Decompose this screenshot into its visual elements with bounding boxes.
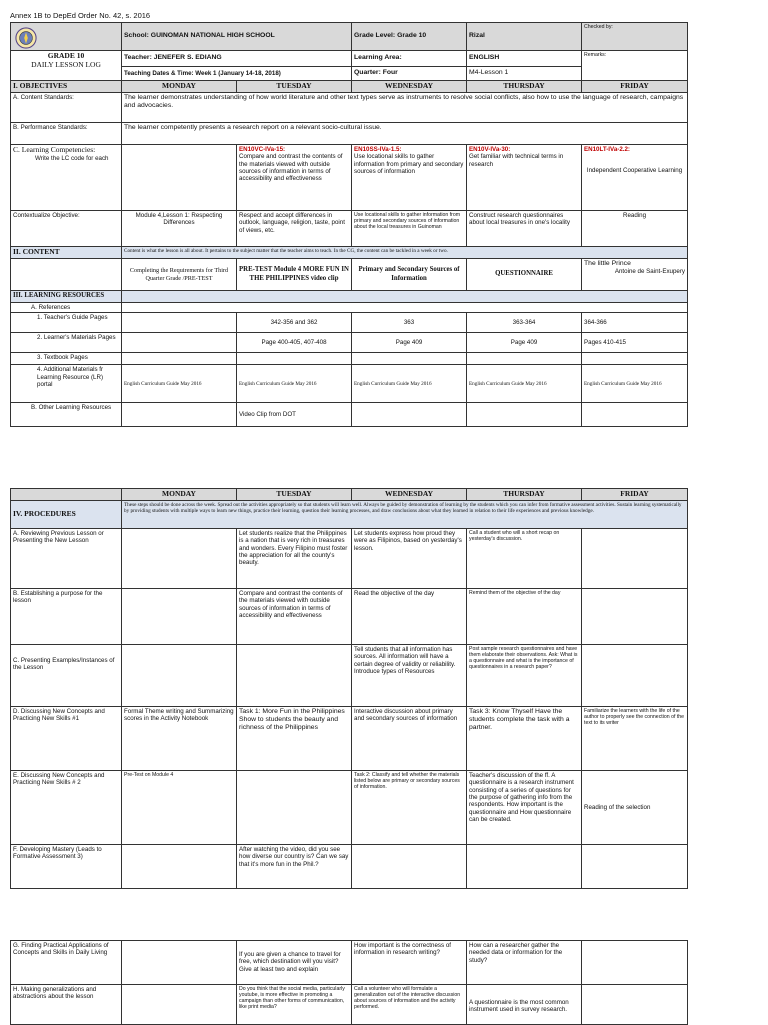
procedure-a-friday: [582, 529, 688, 589]
procedure-h-wednesday: Call a volunteer who will formulate a generalization out of the interactive discussion about sources of information and the activity performed.: [352, 985, 467, 1025]
procedure-d-label: D. Discussing New Concepts and Practicing New Skills #1: [11, 707, 122, 771]
procedure-b-thursday: Remind them of the objective of the day: [467, 589, 582, 645]
content-title: II. CONTENT: [11, 247, 122, 259]
teachers-guide-pages: 364-366: [582, 313, 688, 333]
procedure-b-wednesday: Read the objective of the day: [352, 589, 467, 645]
school-logo-cell: [11, 23, 122, 51]
resources-title: III. LEARNING RESOURCES: [11, 291, 122, 303]
learners-materials-pages: Page 409: [467, 333, 582, 353]
competencies-cell: [11, 145, 122, 211]
procedure-f-tuesday: After watching the video, did you see how diverse our country is? Can we say that it's more fun in the Phil.?: [237, 845, 352, 889]
textbook-pages: [237, 353, 352, 365]
procedure-f-wednesday: [352, 845, 467, 889]
content-thursday: QUESTIONNAIRE: [467, 259, 582, 291]
learners-materials-pages: Pages 410-415: [582, 333, 688, 353]
checked-by: Checked by:: [582, 23, 688, 51]
district-name: Rizal: [467, 23, 582, 51]
other-resources: [582, 403, 688, 427]
procedure-d-friday: Familiarize the learners with the life of the author to properly see the connection of the text to its writer: [582, 707, 688, 771]
procedure-g-label: G. Finding Practical Applications of Concepts and Skills in Daily Living: [11, 941, 122, 985]
procedure-d-monday: Formal Theme writing and Summarizing scores in the Activity Notebook: [122, 707, 237, 771]
procedure-c-wednesday: Tell students that all information has sources. All information will have a certain degree of validity or reliability. Introduce types of Resources: [352, 645, 467, 707]
competency-text: Compare and contrast the contents of the materials viewed with outside sources of information in terms of accessibility and effectiveness: [239, 153, 343, 183]
content-tuesday: PRE-TEST Module 4 MORE FUN IN THE PHILIPPINES video clip: [237, 259, 352, 291]
procedure-h-monday: [122, 985, 237, 1025]
procedures-table: [10, 488, 688, 889]
other-resources: [352, 403, 467, 427]
learners-materials-label: 2. Learner's Materials Pages: [11, 333, 122, 353]
textbook-pages: [122, 353, 237, 365]
procedure-b-label: B. Establishing a purpose for the lesson: [11, 589, 122, 645]
competency-text: Use locational skills to gather information from primary and secondary sources of information: [354, 153, 464, 175]
subject-name: ENGLISH: [467, 51, 582, 67]
context-monday: Module 4,Lesson 1: Respecting Differences: [122, 211, 237, 247]
procedure-h-tuesday: Do you think that the social media, particularly youtube, is more effective in promoting a campaign than other forms of communication, like print media?: [237, 985, 352, 1025]
additional-materials: English Curriculum Guide May 2016: [467, 365, 582, 403]
day-header: THURSDAY: [467, 81, 582, 93]
procedure-a-monday: [122, 529, 237, 589]
day-header: TUESDAY: [237, 489, 352, 501]
procedure-c-monday: [122, 645, 237, 707]
content-friday: [582, 259, 688, 291]
competency-code: EN10SS-IVa-1.5:: [354, 146, 402, 153]
procedure-a-tuesday: Let students realize that the Philippines is a nation that is very rich in treasures and wonders. Every Filipino must foster the appreciation for all the county's beauty.: [237, 529, 352, 589]
procedure-e-monday: Pre-Test on Module 4: [122, 771, 237, 845]
procedure-h-thursday: A questionnaire is the most common instrument used in survey research.: [467, 985, 582, 1025]
content-note: Content is what the lesson is all about. It pertains to the subject matter that the teacher aims to teach. In the CG, the content can be tackled in a week or two.: [122, 247, 688, 259]
grade-title-cell: [11, 51, 122, 81]
additional-materials: English Curriculum Guide May 2016: [352, 365, 467, 403]
teachers-guide-label: 1. Teacher's Guide Pages: [11, 313, 122, 333]
learners-materials-pages: Page 400-405, 407-408: [237, 333, 352, 353]
teachers-guide-pages: 363: [352, 313, 467, 333]
teachers-guide-pages: 342-356 and 362: [237, 313, 352, 333]
procedure-e-wednesday: Task 2: Classify and tell whether the materials listed below are primary or secondary sources of information.: [352, 771, 467, 845]
learning-area-label: Learning Area:: [352, 51, 467, 67]
textbook-pages: [582, 353, 688, 365]
procedure-f-label: F. Developing Mastery (Leads to Formative Assessment 3): [11, 845, 122, 889]
procedure-h-label: H. Making generalizations and abstractions about the lesson: [11, 985, 122, 1025]
teachers-guide-pages: [122, 313, 237, 333]
procedures-header-blank: [11, 489, 122, 501]
additional-materials: English Curriculum Guide May 2016: [582, 365, 688, 403]
procedure-g-thursday: How can a researcher gather the needed data or information for the study?: [467, 941, 582, 985]
procedure-e-tuesday: [237, 771, 352, 845]
resources-title-fill: [122, 291, 688, 303]
learners-materials-pages: [122, 333, 237, 353]
competency-monday: [122, 145, 237, 211]
content-monday: Completing the Requirements for Third Quarter Grade /PRE-TEST: [122, 259, 237, 291]
teaching-dates: Teaching Dates & Time: Week 1 (January 14-18, 2018): [122, 67, 352, 81]
procedure-d-tuesday: Task 1: More Fun in the Philippines Show to students the beauty and richness of the Philippines: [237, 707, 352, 771]
procedure-d-wednesday: Interactive discussion about primary and secondary sources of information: [352, 707, 467, 771]
competency-code: EN10VC-IVa-15:: [239, 146, 286, 153]
procedure-e-friday: Reading of the selection: [582, 771, 688, 845]
day-header: WEDNESDAY: [352, 81, 467, 93]
teachers-guide-pages: 363-364: [467, 313, 582, 333]
day-header: THURSDAY: [467, 489, 582, 501]
other-resources-label: B. Other Learning Resources: [11, 403, 122, 427]
day-header: MONDAY: [122, 489, 237, 501]
procedures-continued-table: [10, 940, 688, 1025]
textbook-pages-label: 3. Textbook Pages: [11, 353, 122, 365]
competencies-note: Write the LC code for each: [35, 154, 109, 162]
procedure-g-tuesday: If you are given a chance to travel for free, which destination will you visit? Give at least two and explain: [237, 941, 352, 985]
procedure-e-thursday: Teacher's discussion of the ff. A questionnaire is a research instrument consisting of a series of questions for the purpose of gathering info from the respondents. How important is the questionnaire and How questionnaire can be created.: [467, 771, 582, 845]
procedure-a-wednesday: Let students express how proud they were as Filipinos, based on yesterday's lesson.: [352, 529, 467, 589]
other-resources: [467, 403, 582, 427]
procedure-b-friday: [582, 589, 688, 645]
procedure-g-friday: [582, 941, 688, 985]
other-resources: [122, 403, 237, 427]
competency-friday: [582, 145, 688, 211]
competency-code: EN10V-IVa-30:: [469, 146, 511, 153]
dll-label: DAILY LESSON LOG: [31, 59, 101, 69]
procedure-c-thursday: Post sample research questionnaires and have them elaborate their observations. Ask: What is a questionnaire and what is the importance of questionnaires in a research paper?: [467, 645, 582, 707]
performance-standards-label: B. Performance Standards:: [11, 123, 122, 145]
lesson-log-table: [10, 22, 688, 427]
deped-seal-icon: [15, 27, 37, 49]
textbook-pages: [352, 353, 467, 365]
day-header: MONDAY: [122, 81, 237, 93]
content-standards-label: A. Content Standards:: [11, 93, 122, 123]
learners-materials-pages: Page 409: [352, 333, 467, 353]
procedure-h-friday: [582, 985, 688, 1025]
other-resources: Video Clip from DOT: [237, 403, 352, 427]
procedure-c-tuesday: [237, 645, 352, 707]
procedure-e-label: E. Discussing New Concepts and Practicing New Skills # 2: [11, 771, 122, 845]
procedures-title: IV. PROCEDURES: [11, 501, 122, 529]
objectives-title: I. OBJECTIVES: [11, 81, 122, 93]
references-label: A. References: [11, 303, 122, 313]
grade-level: Grade Level: Grade 10: [352, 23, 467, 51]
procedure-c-friday: [582, 645, 688, 707]
school-name: School: GUINOMAN NATIONAL HIGH SCHOOL: [122, 23, 352, 51]
day-header: TUESDAY: [237, 81, 352, 93]
context-tuesday: Respect and accept differences in outlook, language, religion, taste, point of views, etc.: [237, 211, 352, 247]
competency-tuesday: [237, 145, 352, 211]
procedure-b-monday: [122, 589, 237, 645]
annex-reference: Annex 1B to DepEd Order No. 42, s. 2016: [10, 11, 151, 20]
procedures-note: These steps should be done across the week. Spread out the activities appropriately so that students will learn well. Always be guided by demonstration of learning by the students which you can infer from formative assessment activities. Sustain learning systematically by providing students with multiple ways to learn new things, practice their learning, question their learning processes, and draw conclusions about what they learned in relation to their life experiences and previous knowledge.: [122, 501, 688, 529]
content-standards: The learner demonstrates understanding of how world literature and other text types serve as instruments to resolve social conflicts, also how to use the language of research, campaigns and advocacies.: [122, 93, 688, 123]
story-title: The little Prince: [584, 260, 631, 267]
content-wednesday: Primary and Secondary Sources of Information: [352, 259, 467, 291]
quarter: Quarter: Four: [352, 67, 467, 81]
day-header: FRIDAY: [582, 81, 688, 93]
procedure-a-label: A. Reviewing Previous Lesson or Presenting the New Lesson: [11, 529, 122, 589]
competency-thursday: [467, 145, 582, 211]
procedure-b-tuesday: Compare and contrast the contents of the materials viewed with outside sources of information in terms of accessibility and effectiveness: [237, 589, 352, 645]
day-header: WEDNESDAY: [352, 489, 467, 501]
procedure-g-monday: [122, 941, 237, 985]
procedure-f-monday: [122, 845, 237, 889]
contextualize-label: Contextualize Objective:: [11, 211, 122, 247]
remarks: Remarks:: [582, 51, 688, 81]
grade-label: GRADE 10: [47, 51, 85, 60]
competencies-label: C. Learning Competencies:: [13, 145, 96, 154]
additional-materials-label: 4. Additional Materials fr Learning Resource (LR) portal: [11, 365, 122, 403]
procedure-d-thursday: Task 3: Know Thyself Have the students complete the task with a partner.: [467, 707, 582, 771]
context-friday: Reading: [582, 211, 688, 247]
competency-code: EN10LT-IVa-2.2:: [584, 146, 630, 153]
competency-text: Independent Cooperative Learning: [586, 167, 683, 175]
teacher-name: Teacher: JENEFER S. EDIANG: [122, 51, 352, 67]
story-author: Antoine de Saint-Exupery: [614, 268, 686, 276]
procedure-a-thursday: Call a student who will a short recap on yesterday's discussion.: [467, 529, 582, 589]
procedure-f-thursday: [467, 845, 582, 889]
textbook-pages: [467, 353, 582, 365]
content-label-cell: [11, 259, 122, 291]
additional-materials: English Curriculum Guide May 2016: [122, 365, 237, 403]
competency-text: Get familiar with technical terms in research: [469, 153, 564, 168]
additional-materials: English Curriculum Guide May 2016: [237, 365, 352, 403]
context-thursday: Construct research questionnaires about local treasures in one's locality: [467, 211, 582, 247]
performance-standards: The learner competently presents a research report on a relevant socio-cultural issue.: [122, 123, 688, 145]
procedure-g-wednesday: How important is the correctness of information in research writing?: [352, 941, 467, 985]
day-header: FRIDAY: [582, 489, 688, 501]
lesson-number: M4-Lesson 1: [467, 67, 582, 81]
procedure-c-label: C. Presenting Examples/Instances of the Lesson: [11, 645, 122, 707]
competency-wednesday: [352, 145, 467, 211]
procedure-f-friday: [582, 845, 688, 889]
references-fill: [122, 303, 688, 313]
context-wednesday: Use locational skills to gather information from primary and secondary sources of information about the local treasures in Guinoman: [352, 211, 467, 247]
